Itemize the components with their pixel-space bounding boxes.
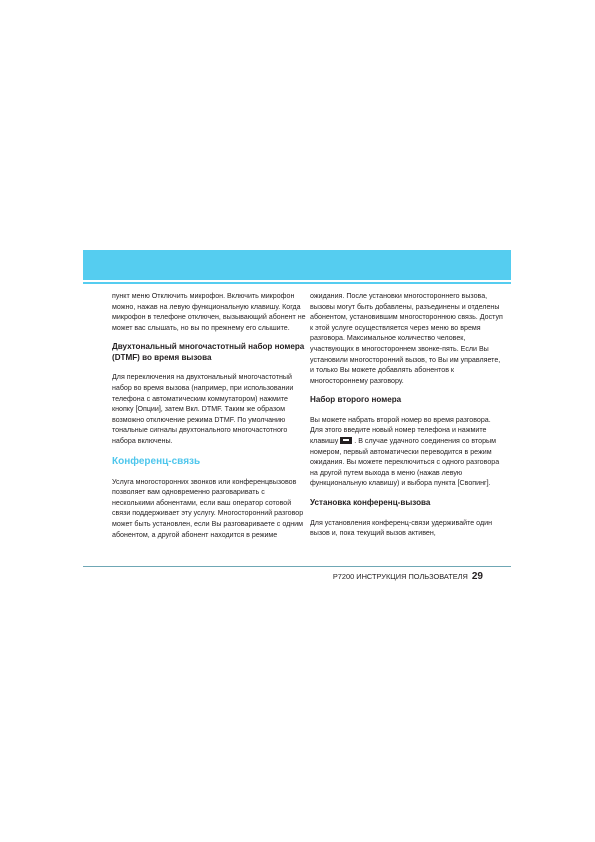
footer-label: P7200 ИНСТРУКЦИЯ ПОЛЬЗОВАТЕЛЯ — [332, 572, 468, 581]
second-call-text-b: . В случае удачного соединения со вторым номером, первый автоматически переводится в режим ожидания. Вы можете переключиться с одного разговора на другой путем выхода в меню (нажав левую функциональную клавишу) и выбора пункта [Свопинг]. — [310, 437, 500, 488]
footer — [333, 571, 483, 583]
paragraph-conference: Услуга многосторонних звонков или конференцвызовов позволяет вам одновременно разговаривать с несколькими абонентами, если ваш оператор сотовой связи поддерживает эту услугу. Многосторонний разговор может быть установлен, если Вы разговариваете с одним абонентом, а другой абонент находится в режиме — [112, 477, 304, 539]
right-column — [310, 291, 505, 548]
heading-conference: Конференц-связь — [112, 455, 201, 467]
header-rule — [83, 282, 511, 284]
header-band — [83, 250, 511, 280]
heading-second-call: Набор второго номера — [310, 395, 402, 405]
page-number: 29 — [471, 571, 483, 582]
paragraph-conference-setup: Для установления конференц-связи удерживайте один вызов и, пока текущий вызов активен, — [310, 518, 492, 538]
paragraph-dtmf: Для переключения на двухтональный многочастотный набор во время вызова (например, при использовании телефона с автоматическим коммутатором) нажмите кнопку [Опции], затем Вкл. DTMF. Таким же образом возможно отключение режима DTMF. По умолчанию тональные сигналы двухтонального многочастотного набора включены. — [112, 373, 294, 445]
paragraph-mute: пункт меню Отключить микрофон. Включить микрофон можно, нажав на левую функциональную клавишу. Когда микрофон в телефоне отключен, вызывающий абонент не может вас слышать, но вы по прежнему его слышите. — [112, 292, 306, 332]
paragraph-second-call — [310, 415, 505, 489]
second-call-text-a: Вы можете набрать второй номер во время разговора. Для этого введите новый номер телефона и нажмите клавишу — [310, 415, 491, 446]
footer-rule — [83, 566, 511, 567]
left-column — [112, 291, 307, 549]
paragraph-multiparty: ожидания. После установки многостороннего вызова, вызовы могут быть добавлены, разъединены и отделены абонентом, установившим многостороннюю связь. Доступ к этой услуге осуществляется через меню во время разговора. Максимальное количество человек, участвующих в многостороннем звонке-пять. Если Вы установили многосторонний вызов, то Вы им управляете, и только Вы можете добавлять абонентов к многостороннему разговору. — [310, 292, 503, 385]
heading-conference-setup: Установка конференц-вызова — [310, 498, 431, 507]
send-key-icon — [340, 437, 352, 444]
heading-dtmf: Двухтональный многочастотный набор номера (DTMF) во время вызова — [112, 342, 305, 362]
